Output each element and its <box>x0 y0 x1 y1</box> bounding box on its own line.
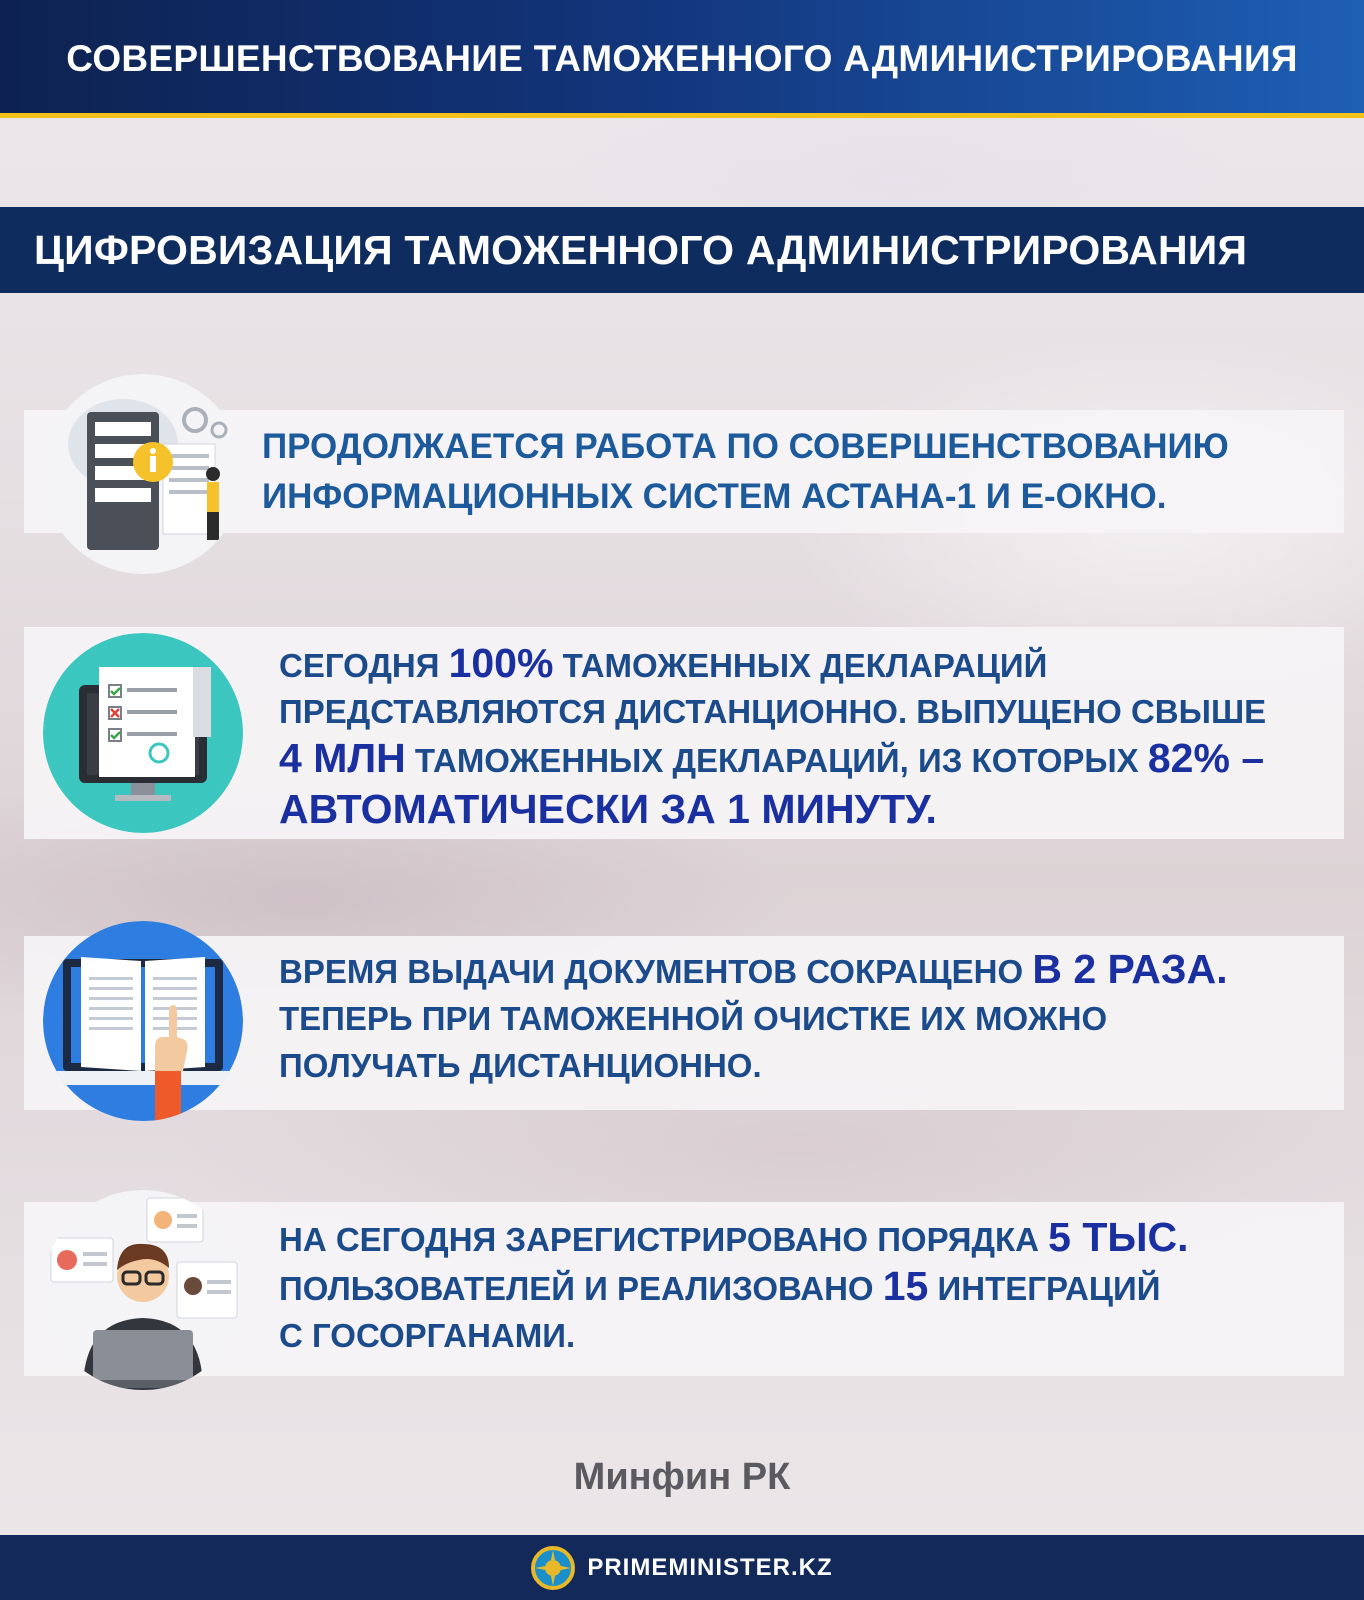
info-1-line-1: ПРОДОЛЖАЕТСЯ РАБОТА ПО СОВЕРШЕНСТВОВАНИЮ <box>262 427 1229 466</box>
info-2-highlight-100: 100% <box>448 640 554 686</box>
header-accent-line <box>0 113 1364 118</box>
footer <box>0 1535 1364 1600</box>
info-2-line-3 <box>279 735 1266 784</box>
info-4-line-3: С ГОСОРГАНАМИ. <box>279 1317 576 1354</box>
info-4-line-1 <box>279 1214 1189 1263</box>
top-header <box>0 0 1364 118</box>
information-systems-icon <box>43 374 243 574</box>
source-label: Минфин РК <box>573 1456 791 1498</box>
info-4-text-c: ИНТЕГРАЦИЙ <box>928 1270 1161 1307</box>
info-text-4 <box>279 1214 1189 1359</box>
info-3-line-1 <box>279 946 1228 995</box>
page-title: СОВЕРШЕНСТВОВАНИЕ ТАМОЖЕННОГО АДМИНИСТРИРОВАНИЯ <box>66 38 1298 79</box>
info-2-text-c: ТАМОЖЕННЫХ ДЕКЛАРАЦИЙ, ИЗ КОТОРЫХ <box>405 742 1148 779</box>
info-2-text-b: ТАМОЖЕННЫХ ДЕКЛАРАЦИЙ <box>553 647 1048 684</box>
info-2-line-2: ПРЕДСТАВЛЯЮТСЯ ДИСТАНЦИОННО. ВЫПУЩЕНО СВЫШЕ <box>279 693 1267 730</box>
info-3-text-a: ВРЕМЯ ВЫДАЧИ ДОКУМЕНТОВ СОКРАЩЕНО <box>279 953 1033 990</box>
info-4-line-2 <box>279 1263 1189 1312</box>
info-4-highlight-5k: 5 ТЫС. <box>1048 1214 1189 1260</box>
info-4-text-a: НА СЕГОДНЯ ЗАРЕГИСТРИРОВАНО ПОРЯДКА <box>279 1221 1049 1258</box>
info-3-line-3: ПОЛУЧАТЬ ДИСТАНЦИОННО. <box>279 1047 762 1084</box>
info-2-highlight-82: 82% <box>1147 735 1230 781</box>
registered-users-icon <box>43 1190 243 1390</box>
info-2-line-4: АВТОМАТИЧЕСКИ ЗА 1 МИНУТУ. <box>279 786 937 832</box>
section-title: ЦИФРОВИЗАЦИЯ ТАМОЖЕННОГО АДМИНИСТРИРОВАНИЯ <box>34 226 1248 273</box>
kazakhstan-emblem-icon <box>531 1546 575 1590</box>
info-2-line-1 <box>279 640 1266 689</box>
info-1-line-2: ИНФОРМАЦИОННЫХ СИСТЕМ АСТАНА-1 И Е-ОКНО. <box>262 477 1167 516</box>
online-document-icon <box>43 921 243 1121</box>
info-text-3 <box>279 946 1228 1089</box>
info-2-dash: – <box>1229 735 1265 781</box>
footer-site-link[interactable]: PRIMEMINISTER.KZ <box>587 1553 833 1581</box>
info-text-1 <box>262 422 1229 522</box>
info-3-line-2: ТЕПЕРЬ ПРИ ТАМОЖЕННОЙ ОЧИСТКЕ ИХ МОЖНО <box>279 1000 1108 1037</box>
info-4-text-b: ПОЛЬЗОВАТЕЛЕЙ И РЕАЛИЗОВАНО <box>279 1270 883 1307</box>
info-3-highlight-2x: В 2 РАЗА. <box>1032 946 1228 992</box>
declaration-checklist-icon <box>43 633 243 833</box>
info-2-highlight-4mln: 4 МЛН <box>279 735 406 781</box>
info-2-text-a: СЕГОДНЯ <box>279 647 449 684</box>
section-header <box>0 207 1364 293</box>
info-4-highlight-15: 15 <box>882 1263 929 1309</box>
info-text-2 <box>279 640 1266 834</box>
